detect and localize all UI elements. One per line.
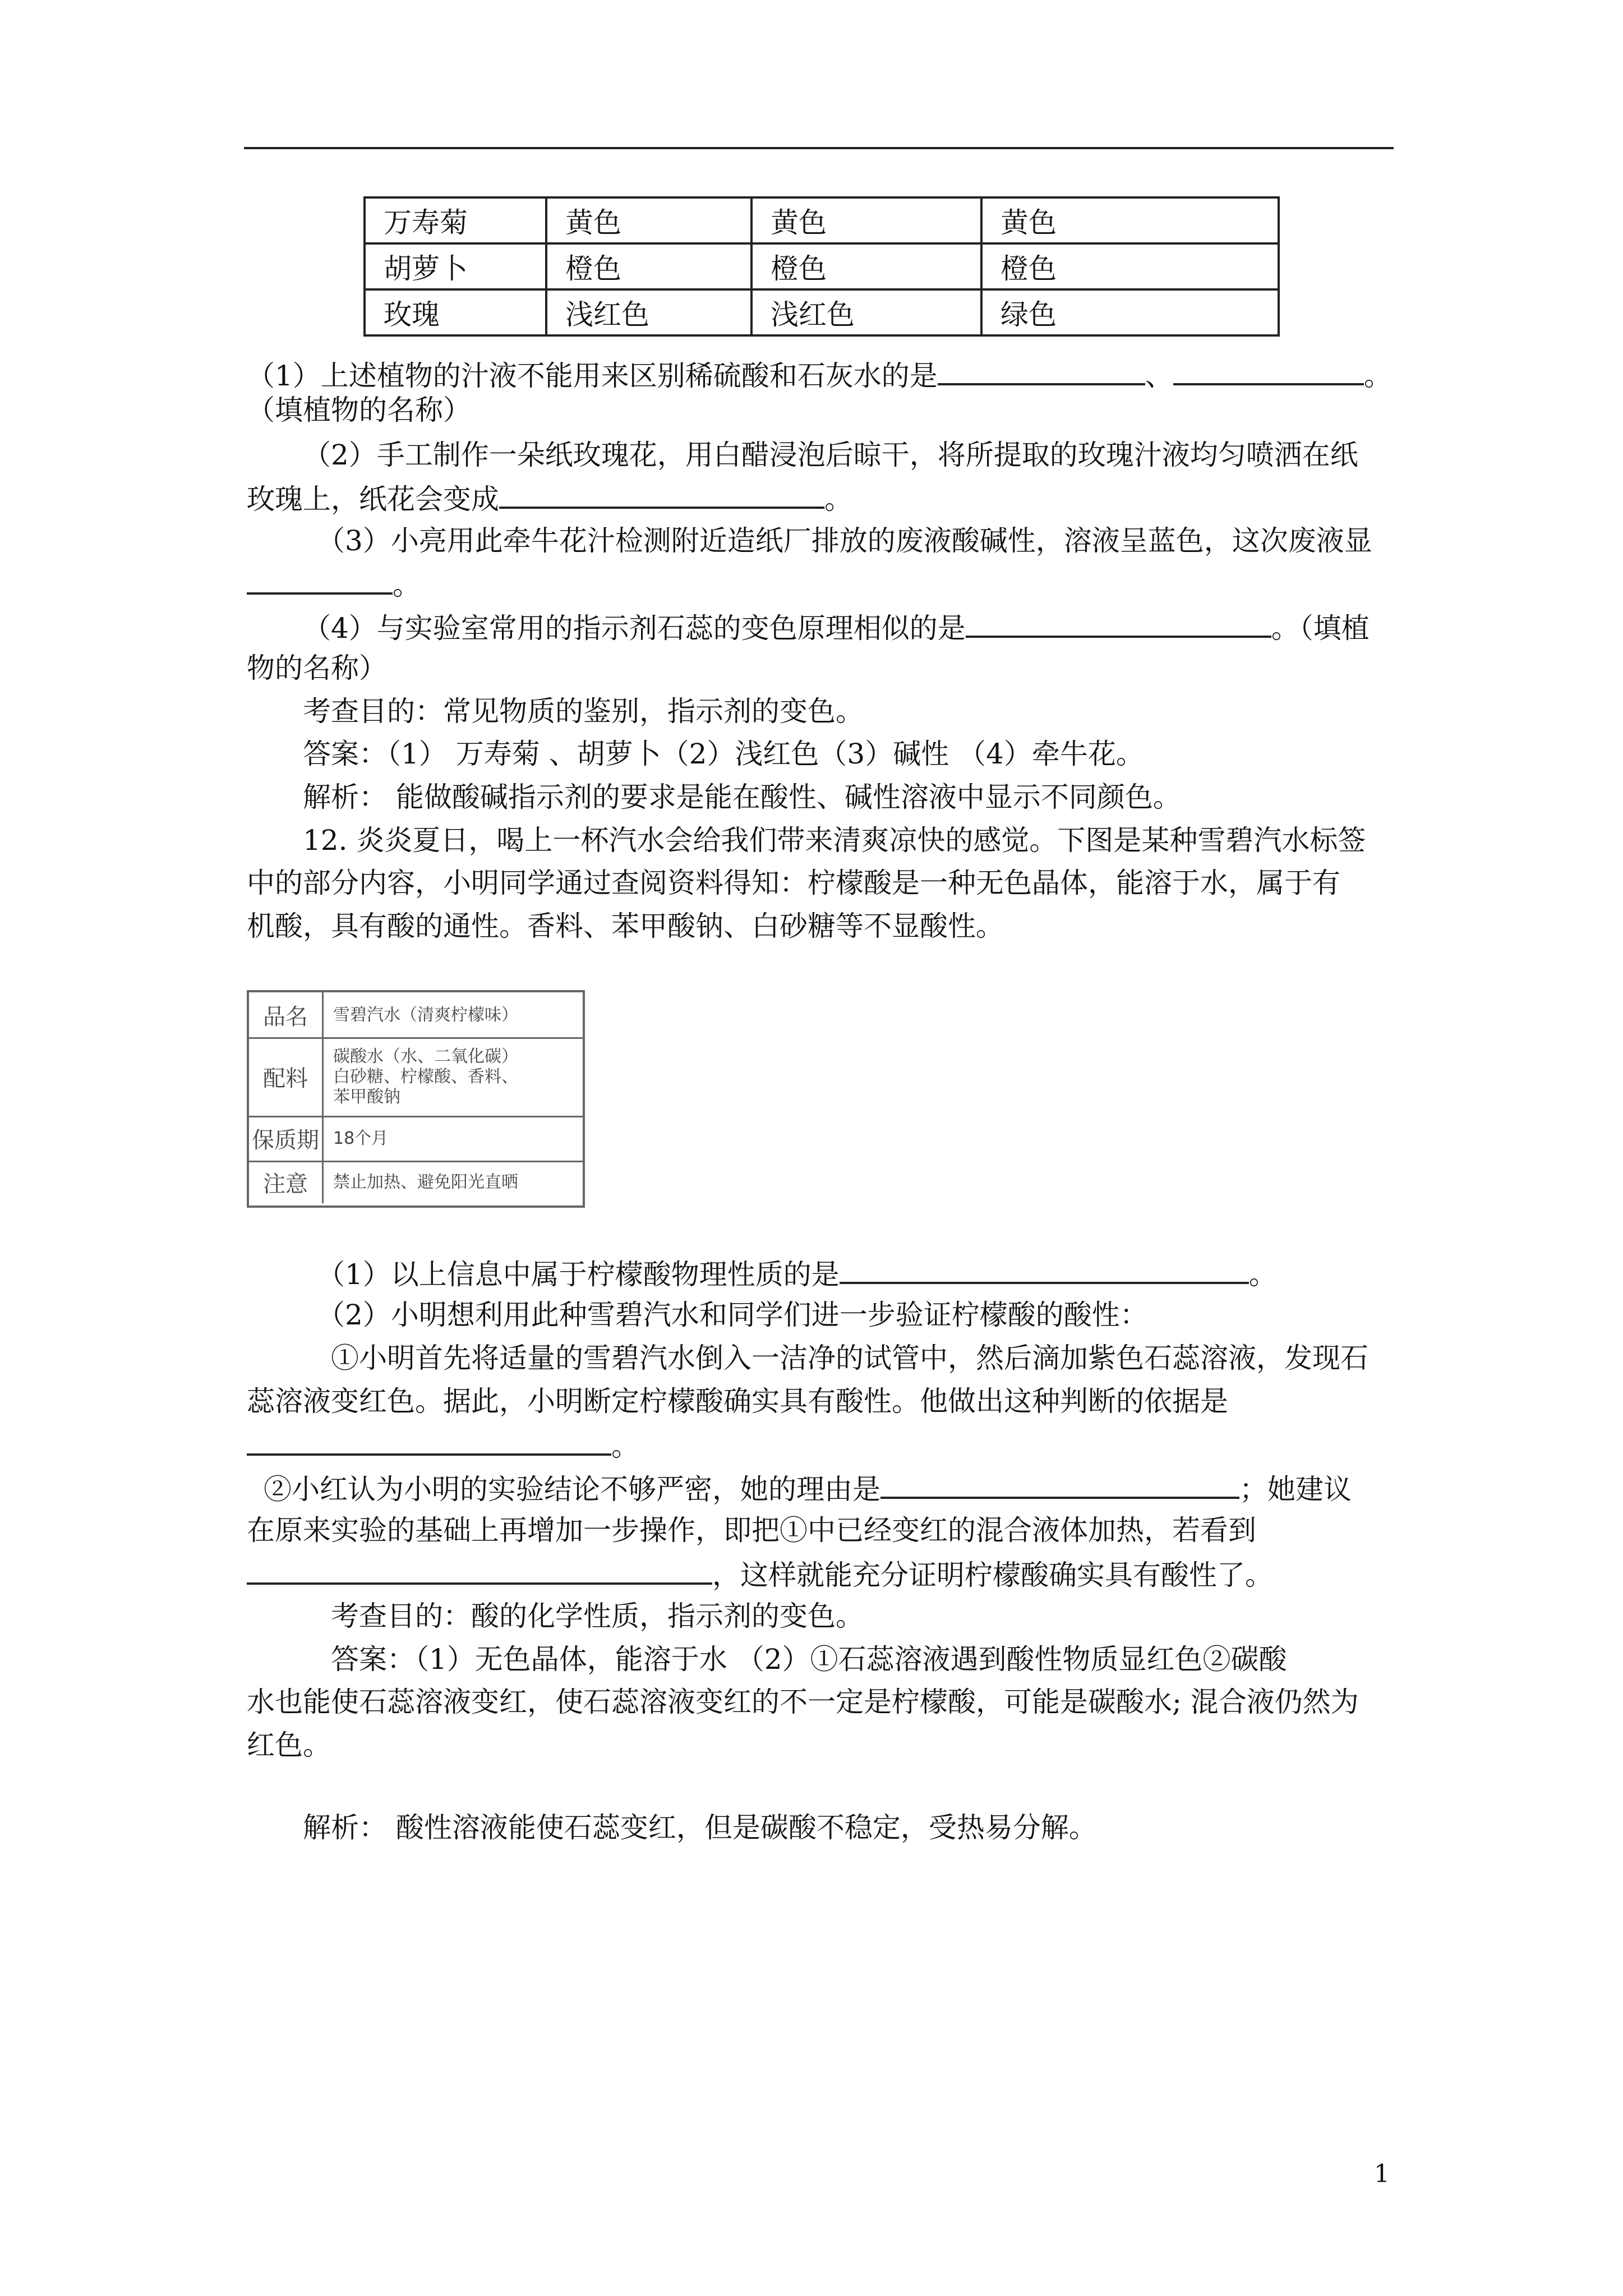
answer-blank xyxy=(499,480,824,509)
label-row-name: 品名 雪碧汽水（清爽柠檬味） xyxy=(249,992,583,1039)
table-cell: 橙色 xyxy=(981,243,1279,289)
q11-part4-line1: （4）与实验室常用的指示剂石蕊的变色原理相似的是 。（填植 xyxy=(303,609,1370,646)
table-cell: 玫瑰 xyxy=(365,289,546,335)
q12-intro-line1: 12. 炎炎夏日，喝上一杯汽水会给我们带来清爽凉快的感觉。下图是某种雪碧汽水标签 xyxy=(303,824,1366,857)
label-row-shelf-life: 保质期 18个月 xyxy=(249,1116,583,1162)
q12-part2b-line2: 在原来实验的基础上再增加一步操作，即把①中已经变红的混合液体加热，若看到 xyxy=(247,1514,1256,1547)
table-cell: 橙色 xyxy=(546,243,751,289)
sprite-product-label xyxy=(247,990,585,1208)
table-cell: 黄色 xyxy=(981,197,1279,243)
table-cell: 胡萝卜 xyxy=(365,243,546,289)
table-cell: 浅红色 xyxy=(751,289,981,335)
table-row xyxy=(365,289,1279,335)
q12-part1: （1）以上信息中属于柠檬酸物理性质的是 。 xyxy=(317,1255,1277,1292)
q12-part2a-line2: 蕊溶液变红色。据此，小明断定柠檬酸确实具有酸性。他做出这种判断的依据是 xyxy=(247,1385,1228,1418)
answer-blank xyxy=(247,1556,712,1585)
q11-aim: 考查目的：常见物质的鉴别，指示剂的变色。 xyxy=(303,695,864,728)
q12-part2a-line1: ①小明首先将适量的雪碧汽水倒入一洁净的试管中，然后滴加紫色石蕊溶液，发现石 xyxy=(331,1342,1368,1374)
q12-analysis: 解析： 酸性溶液能使石蕊变红，但是碳酸不稳定，受热易分解。 xyxy=(303,1811,1097,1844)
answer-blank xyxy=(938,356,1145,385)
q11-answer: 答案：（1） 万寿菊 、胡萝卜（2）浅红色（3）碱性 （4）牵牛花。 xyxy=(303,738,1144,770)
q12-aim: 考查目的：酸的化学性质，指示剂的变色。 xyxy=(331,1600,864,1632)
answer-blank xyxy=(966,609,1271,638)
q12-part2: （2）小明想利用此种雪碧汽水和同学们进一步验证柠檬酸的酸性： xyxy=(317,1299,1148,1331)
table-cell: 橙色 xyxy=(751,243,981,289)
table-row xyxy=(365,197,1279,243)
table-row xyxy=(365,243,1279,289)
q11-part2-line2: 玫瑰上，纸花会变成 。 xyxy=(247,480,852,517)
answer-blank xyxy=(840,1255,1249,1284)
q12-part2b-line1: ②小红认为小明的实验结论不够严密，她的理由是 ；她建议 xyxy=(264,1470,1352,1507)
table-cell: 浅红色 xyxy=(546,289,751,335)
label-row-note: 注意 禁止加热、避免阳光直晒 xyxy=(249,1161,583,1203)
q12-intro-line2: 中的部分内容，小明同学通过查阅资料得知：柠檬酸是一种无色晶体，能溶于水，属于有 xyxy=(247,867,1340,899)
q12-answer-line1: 答案：（1）无色晶体，能溶于水 （2）①石蕊溶液遇到酸性物质显红色②碳酸 xyxy=(331,1643,1287,1676)
q12-intro-line3: 机酸，具有酸的通性。香料、苯甲酸钠、白砂糖等不显酸性。 xyxy=(247,910,1004,942)
table-cell: 绿色 xyxy=(981,289,1279,335)
label-row-ingredients: 配料 碳酸水（水、二氧化碳） 白砂糖、柠檬酸、香料、 苯甲酸钠 xyxy=(249,1037,583,1117)
header-rule xyxy=(244,147,1394,149)
q12-part2a-line3: 。 xyxy=(247,1427,639,1464)
q11-part3-line2: 。 xyxy=(247,565,421,602)
answer-blank xyxy=(1173,356,1364,385)
plant-indicator-table xyxy=(363,196,1280,337)
q11-part3-line1: （3）小亮用此牵牛花汁检测附近造纸厂排放的废液酸碱性，溶液呈蓝色，这次废液显 xyxy=(317,524,1372,557)
q11-analysis: 解析： 能做酸碱指示剂的要求是能在酸性、碱性溶液中显示不同颜色。 xyxy=(303,781,1181,813)
q11-part2-line1: （2）手工制作一朵纸玫瑰花，用白醋浸泡后晾干，将所提取的玫瑰汁液均匀喷洒在纸 xyxy=(303,439,1358,471)
answer-blank xyxy=(247,1427,611,1456)
page-number: 1 xyxy=(1374,2160,1390,2188)
answer-blank xyxy=(247,565,393,595)
q12-answer-line2: 水也能使石蕊溶液变红，使石蕊溶液变红的不一定是柠檬酸，可能是碳酸水; 混合液仍然为 xyxy=(247,1686,1359,1718)
table-cell: 黄色 xyxy=(546,197,751,243)
q11-part4-line2: 物的名称） xyxy=(247,652,387,684)
table-cell: 万寿菊 xyxy=(365,197,546,243)
q12-part2b-line3: ，这样就能充分证明柠檬酸确实具有酸性了。 xyxy=(247,1556,1273,1593)
table-cell: 黄色 xyxy=(751,197,981,243)
answer-blank xyxy=(880,1470,1239,1499)
q11-part1-note: （填植物的名称） xyxy=(247,394,471,426)
q12-answer-line3: 红色。 xyxy=(247,1729,331,1761)
q11-part1: （1）上述植物的汁液不能用来区别稀硫酸和石灰水的是 、 。 xyxy=(247,356,1392,393)
